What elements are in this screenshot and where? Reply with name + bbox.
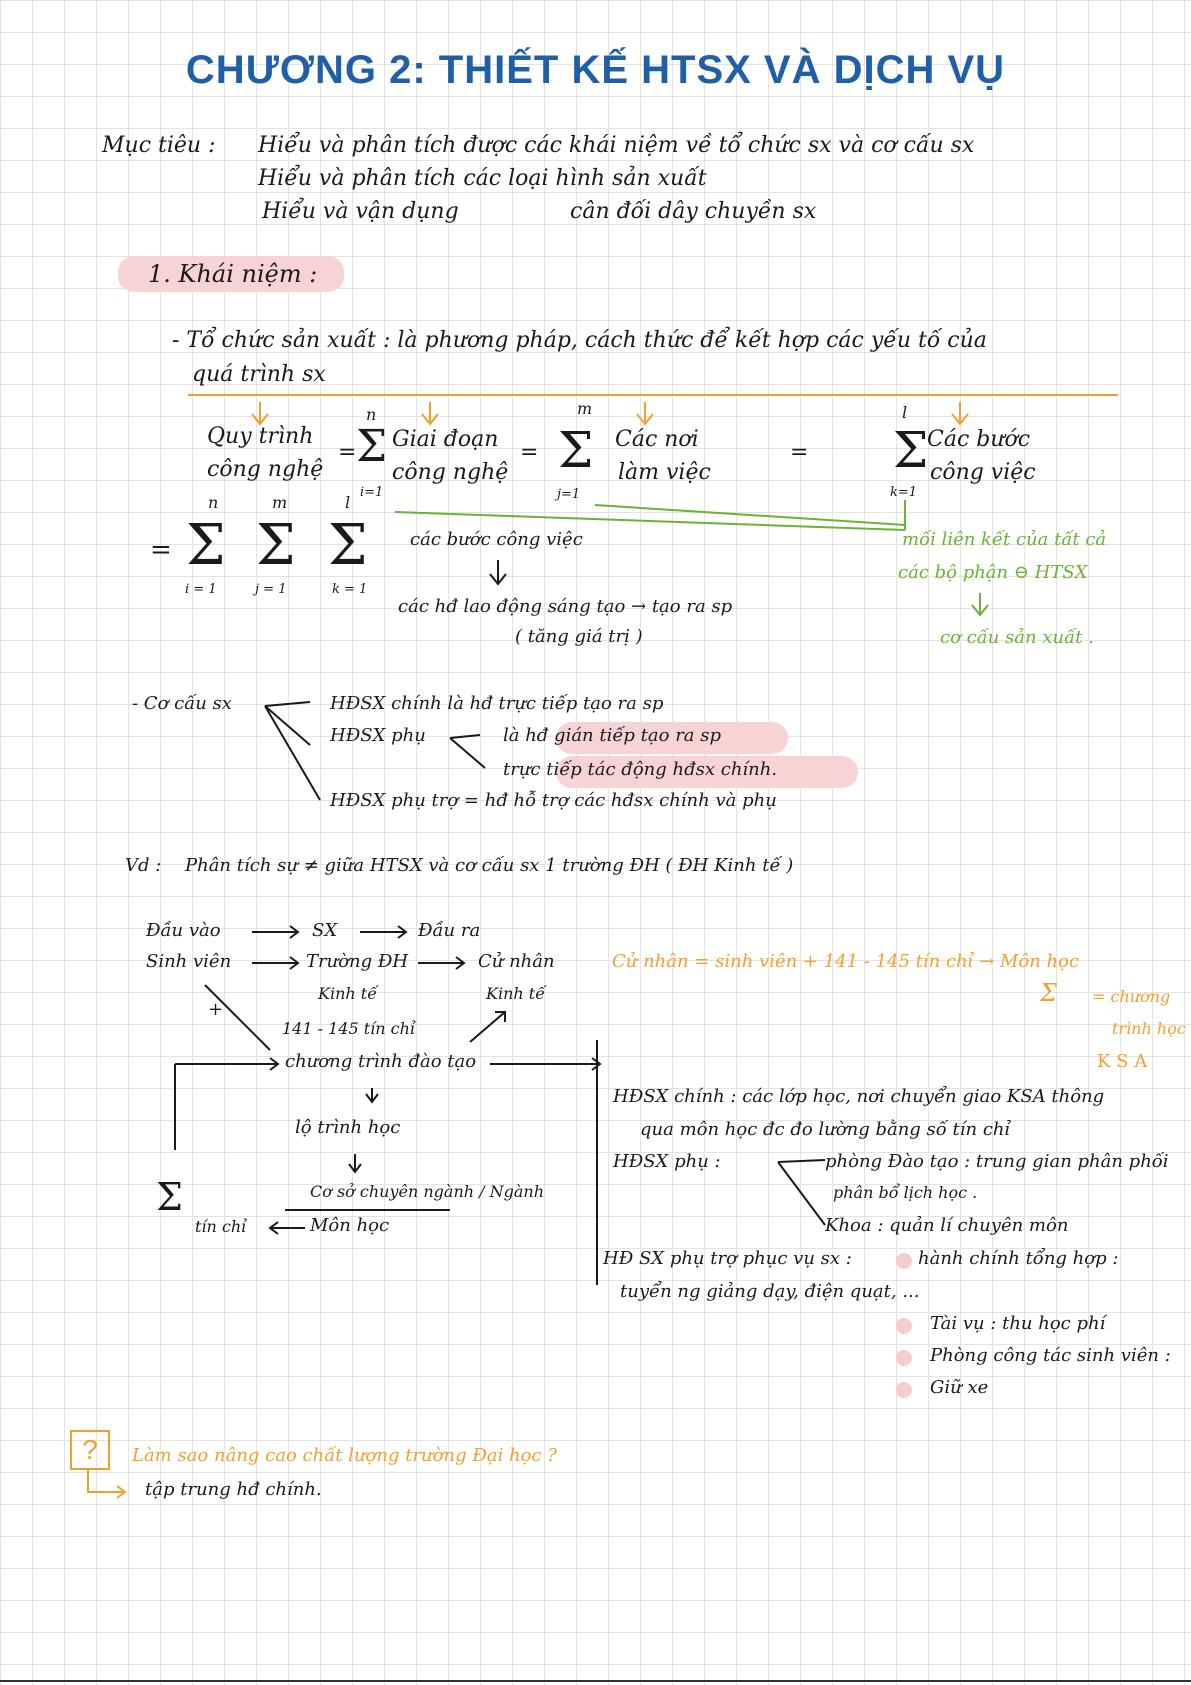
flow-output: Đầu ra — [418, 920, 481, 941]
equals-4: = — [150, 535, 172, 565]
sum2-bottom-i: i = 1 — [185, 582, 217, 597]
sum2-top-m: m — [272, 493, 288, 512]
flow-bachelor: Cử nhân — [478, 951, 555, 972]
sum2-symbol-3: Σ — [328, 513, 368, 578]
right-aux-2: Khoa : quản lí chuyên môn — [825, 1215, 1069, 1236]
stage-1: Giai đoạn — [392, 427, 499, 452]
down-arrow-steps — [490, 560, 506, 584]
objective-3b: cân đối dây chuyền sx — [570, 199, 817, 224]
equals-3: = — [790, 440, 809, 465]
workplace-2: làm việc — [618, 460, 711, 485]
right-aux-1b: phân bổ lịch học . — [833, 1183, 978, 1202]
steps-label: các bước công việc — [410, 529, 583, 550]
aux-branches — [778, 1160, 825, 1225]
bullet-dot-1 — [896, 1253, 912, 1269]
flow-university-2: Kinh tế — [318, 984, 378, 1003]
green-connectors — [395, 500, 905, 530]
green-arrow — [972, 593, 988, 615]
right-aux-1: phòng Đào tạo : trung gian phân phối — [825, 1151, 1169, 1172]
structure-main: HĐSX chính là hđ trực tiếp tạo ra sp — [330, 693, 664, 714]
right-aux: HĐSX phụ : — [613, 1151, 721, 1172]
workplace-1: Các nơi — [615, 427, 699, 452]
sum2-bottom-j: j = 1 — [255, 582, 287, 597]
example-label: Vd : — [125, 855, 162, 876]
right-finance: Tài vụ : thu học phí — [930, 1313, 1106, 1334]
flow-bachelor-2: Kinh tế — [486, 984, 546, 1003]
flow-student: Sinh viên — [146, 951, 232, 972]
flow-sx: SX — [312, 920, 338, 941]
orange-sigma: Σ — [1040, 979, 1057, 1007]
credits-sigma: Σ — [156, 1175, 183, 1219]
flow-roadmap: lộ trình học — [295, 1117, 401, 1138]
structure-branches — [265, 702, 485, 800]
labor-line: các hđ lao động sáng tạo → tạo ra sp — [398, 596, 733, 617]
green-note-1: mối liên kết của tất cả — [902, 529, 1107, 550]
sum2-bottom-k: k = 1 — [332, 582, 368, 597]
structure-aux: HĐSX phụ — [330, 725, 426, 746]
green-note-3: cơ cấu sản xuất . — [940, 627, 1094, 648]
right-parking: Giữ xe — [930, 1377, 989, 1398]
tech-process-2: công nghệ — [207, 457, 324, 482]
bullet-dot-4 — [896, 1382, 912, 1398]
question-mark-box: ? — [70, 1430, 110, 1470]
flow-credits-sum: tín chỉ — [195, 1217, 247, 1236]
flow-plus: + — [208, 999, 224, 1020]
value-add: ( tăng giá trị ) — [515, 626, 643, 647]
orange-note-4: K S A — [1097, 1051, 1148, 1072]
sum-symbol-2: Σ — [558, 421, 594, 479]
right-student-office: Phòng công tác sinh viên : — [930, 1345, 1171, 1366]
flow-input: Đầu vào — [146, 920, 221, 941]
sum-bottom-k: k=1 — [890, 485, 918, 500]
flow-credits: 141 - 145 tín chỉ — [282, 1019, 416, 1038]
sum-top-m: m — [577, 399, 593, 418]
equals-2: = — [520, 440, 539, 465]
objective-3a: Hiểu và vận dụng — [262, 199, 459, 224]
tech-process-1: Quy trình — [207, 424, 314, 449]
sum-symbol-3: Σ — [893, 421, 929, 479]
right-support: HĐ SX phụ trợ phục vụ sx : — [603, 1248, 852, 1269]
flow-university: Trường ĐH — [306, 951, 409, 972]
sum-bottom-j: j=1 — [557, 487, 581, 502]
orange-note-2: = chương — [1092, 987, 1171, 1006]
objective-2: Hiểu và phân tích các loại hình sản xuất — [258, 166, 707, 191]
objective-1: Hiểu và phân tích được các khái niệm về tổ chức sx và cơ cấu sx — [258, 133, 975, 158]
sum-top-n: n — [366, 405, 377, 424]
step-1: Các bước — [927, 427, 1031, 452]
example-text: Phân tích sự ≠ giữa HTSX và cơ cấu sx 1 trường ĐH ( ĐH Kinh tế ) — [185, 855, 794, 876]
structure-label: - Cơ cấu sx — [132, 693, 232, 714]
sum-bottom-i: i=1 — [360, 485, 384, 500]
structure-support: HĐSX phụ trợ = hđ hỗ trợ các hđsx chính và phụ — [330, 790, 777, 811]
sum-top-l: l — [902, 403, 908, 422]
page-title: CHƯƠNG 2: THIẾT KẾ HTSX VÀ DỊCH VỤ — [185, 48, 1006, 92]
stage-2: công nghệ — [392, 460, 509, 485]
answer-arrow — [88, 1470, 125, 1498]
question-text: Làm sao nâng cao chất lượng trường Đại học ? — [132, 1445, 557, 1466]
definition-line-1: - Tổ chức sản xuất : là phương pháp, cách thức để kết hợp các yếu tố của — [172, 328, 987, 353]
bullet-dot-3 — [896, 1350, 912, 1366]
flow-base: Cơ sở chuyên ngành / Ngành — [310, 1182, 545, 1201]
right-main: HĐSX chính : các lớp học, nơi chuyển giao KSA thông — [613, 1086, 1105, 1107]
right-main-2: qua môn học đc đo lường bằng số tín chỉ — [640, 1119, 1011, 1140]
sum2-top-n: n — [208, 493, 219, 512]
orange-note-3: trình học — [1112, 1019, 1186, 1038]
right-support-a: hành chính tổng hợp : — [918, 1248, 1119, 1269]
structure-aux-1: là hđ gián tiếp tạo ra sp — [503, 725, 722, 746]
question-answer: tập trung hđ chính. — [145, 1479, 322, 1500]
sum2-symbol-1: Σ — [186, 513, 226, 578]
sum2-top-l: l — [345, 493, 351, 512]
green-note-2: các bộ phận ⊖ HTSX — [898, 562, 1088, 583]
equals-1: = — [338, 440, 357, 465]
objectives-label: Mục tiêu : — [102, 133, 216, 158]
definition-line-2: quá trình sx — [192, 362, 326, 387]
flow-courses: Môn học — [310, 1215, 390, 1236]
structure-aux-2: trực tiếp tác động hđsx chính. — [503, 759, 778, 780]
step-2: công việc — [930, 460, 1036, 485]
bullet-dot-2 — [896, 1318, 912, 1334]
right-support-b: tuyển ng giảng dạy, điện quạt, ... — [620, 1281, 920, 1302]
sum-symbol-1: Σ — [356, 421, 388, 472]
sum2-symbol-2: Σ — [256, 513, 296, 578]
section-heading: 1. Khái niệm : — [148, 260, 318, 288]
orange-note-1: Cử nhân = sinh viên + 141 - 145 tín chỉ → Môn học — [612, 951, 1080, 972]
flow-program: chương trình đào tạo — [285, 1051, 477, 1072]
